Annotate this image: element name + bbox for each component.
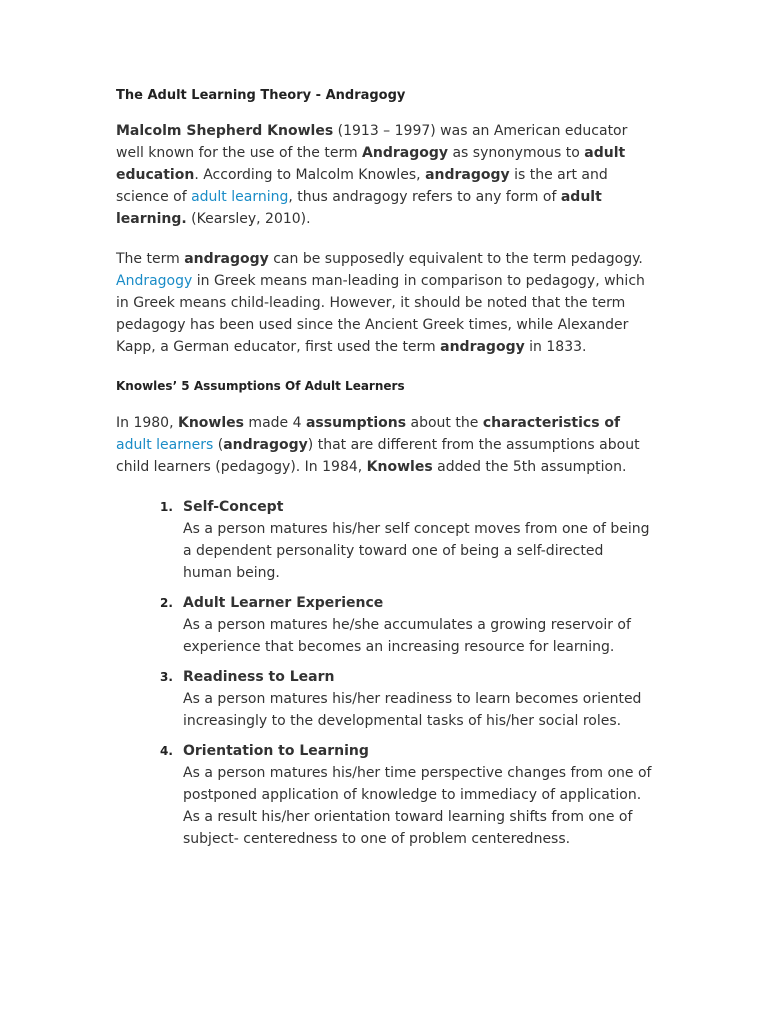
list-number: 3. [160,670,173,684]
list-item-body: As a person matures he/she accumulates a growing reservoir of experience that becomes an increasing resource for learning. [183,617,631,655]
text: In 1980, [116,415,178,431]
list-item-title: Orientation to Learning [183,743,369,759]
assumptions-list [116,496,656,850]
list-item-title: Self-Concept [183,499,284,515]
text: The term [116,251,185,267]
list-item-title: Readiness to Learn [183,669,335,685]
text: , thus andragogy refers to any form of [288,189,561,205]
list-item [116,496,656,584]
text-bold: Knowles [366,459,433,475]
document-content [116,86,656,858]
text: as synonymous to [448,145,585,161]
text: in 1833. [524,339,587,355]
text-bold: andragogy [223,437,308,453]
link-adult-learning[interactable]: adult learning [191,189,289,205]
text-bold: Andragogy [362,145,449,161]
text-bold: andragogy [184,251,269,267]
text-bold: assumptions [305,415,407,431]
text-bold: Knowles [177,415,244,431]
section-heading: Knowles’ 5 Assumptions Of Adult Learners [116,379,405,393]
text: (1913 – 1997) was an American educator well known for the use of the term [116,123,628,161]
text: added the 5th assumption. [432,459,627,475]
text-bold: adult learning. [116,189,602,227]
text-bold: Malcolm Shepherd Knowles [116,123,334,139]
text: is the art and science of [116,167,608,205]
text: about the [406,415,483,431]
list-item-body: As a person matures his/her time perspective changes from one of postponed application of knowledge to immediacy of application. As a result his/her orientation toward learning shifts from one of subject- centeredness to one of problem centeredness. [183,765,652,847]
list-item-body: As a person matures his/her readiness to learn becomes oriented increasingly to the developmental tasks of his/her social roles. [183,691,642,729]
list-item-body: As a person matures his/her self concept moves from one of being a dependent personality toward one of being a self-directed human being. [183,521,650,581]
text-bold: adult education [116,145,626,183]
list-item [116,592,656,658]
document-title: The Adult Learning Theory - Andragogy [116,88,406,103]
paragraph-andragogy-term [116,248,656,358]
list-item-title: Adult Learner Experience [183,595,384,611]
text: in Greek means man-leading in comparison to pedagogy, which in Greek means child-leading. However, it should be noted that the term pedagogy has been used since the Ancient Greek times, while Alexander Kapp, a German educator, first used the term [116,273,645,355]
list-item [116,666,656,732]
list-number: 2. [160,596,173,610]
text: . According to Malcolm Knowles, [194,167,426,183]
text: can be supposedly equivalent to the term pedagogy. [268,251,643,267]
paragraph-knowles-intro [116,120,656,230]
text: ( [213,437,224,453]
list-number: 1. [160,500,173,514]
text: (Kearsley, 2010). [186,211,311,227]
text: made 4 [243,415,306,431]
list-number: 4. [160,744,173,758]
list-item [116,740,656,850]
text: ) that are different from the assumptions about child learners (pedagogy). In 1984, [116,437,640,475]
link-andragogy[interactable]: Andragogy [116,273,193,289]
text-bold: andragogy [425,167,510,183]
link-adult-learners[interactable]: adult learners [116,437,214,453]
text-bold: andragogy [440,339,525,355]
paragraph-assumptions-intro [116,412,656,478]
text-bold: characteristics of [482,415,621,431]
